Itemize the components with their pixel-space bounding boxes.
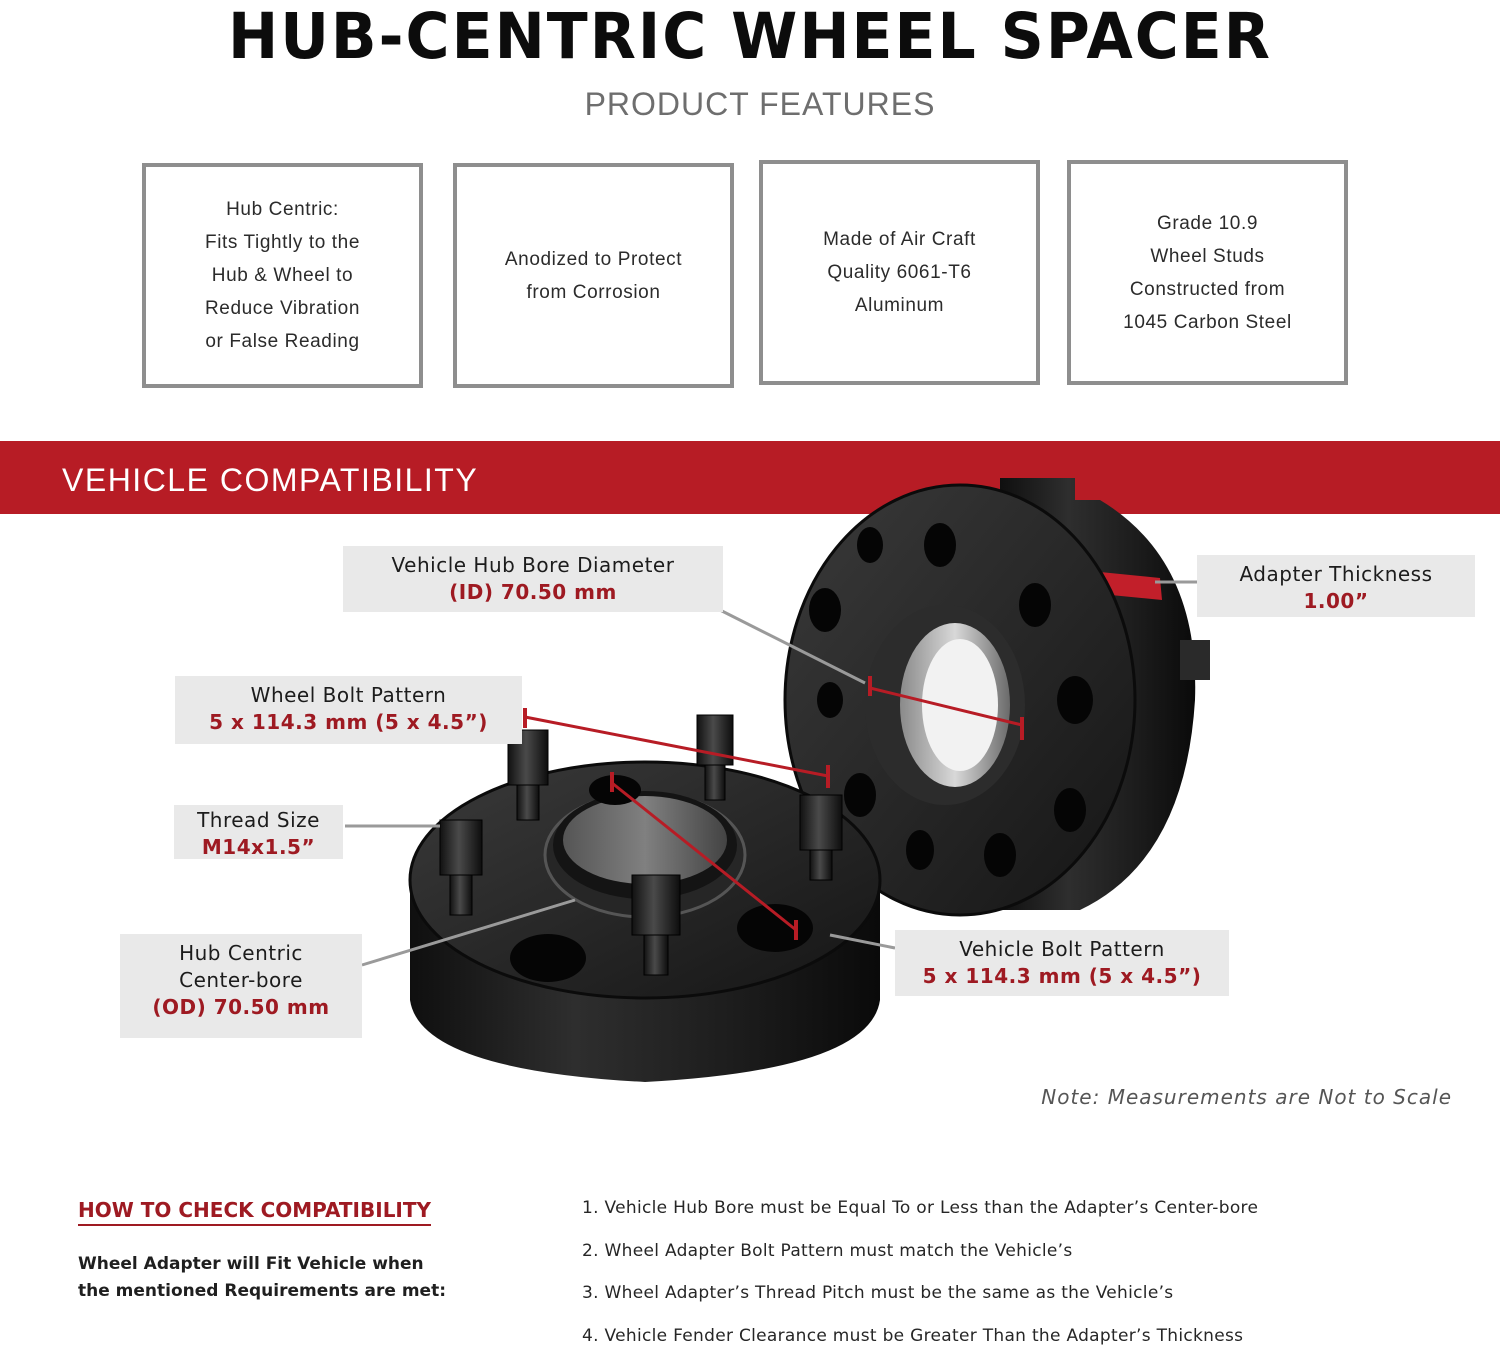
callout-center-bore <box>120 934 362 1038</box>
callout-wheel-bolt-value: 5 x 114.3 mm (5 x 4.5”) <box>209 710 488 734</box>
feature-box-anodized: Anodized to Protect from Corrosion <box>453 163 734 388</box>
callout-thread-size <box>174 805 343 859</box>
how-to-heading: HOW TO CHECK COMPATIBILITY <box>78 1198 431 1226</box>
callout-wheel-bolt-label: Wheel Bolt Pattern <box>250 683 447 707</box>
callout-center-bore-value: (OD) 70.50 mm <box>152 995 330 1019</box>
callout-vehicle-bolt-label: Vehicle Bolt Pattern <box>959 937 1165 961</box>
page-title: HUB-CENTRIC WHEEL SPACER <box>227 0 1272 74</box>
feature-box-hub-centric: Hub Centric: Fits Tightly to the Hub & Wheel to Reduce Vibration or False Reading <box>142 163 423 388</box>
feature-box-wheel-studs: Grade 10.9 Wheel Studs Constructed from 1045 Carbon Steel <box>1067 160 1348 385</box>
callout-wheel-bolt-pattern <box>175 676 522 744</box>
requirement-item: 4. Vehicle Fender Clearance must be Greater Than the Adapter’s Thickness <box>582 1325 1244 1346</box>
callout-center-bore-label1: Hub Centric <box>179 941 303 965</box>
requirements-list <box>582 1198 1482 1348</box>
feature-box-aluminum: Made of Air Craft Quality 6061-T6 Aluminum <box>759 160 1040 385</box>
requirement-item: 1. Vehicle Hub Bore must be Equal To or Less than the Adapter’s Center-bore <box>582 1198 1259 1218</box>
callout-vehicle-bolt-pattern <box>895 930 1229 996</box>
callout-hub-bore <box>343 546 723 612</box>
requirement-item: 2. Wheel Adapter Bolt Pattern must match the Vehicle’s <box>582 1240 1073 1261</box>
requirement-item: 3. Wheel Adapter’s Thread Pitch must be the same as the Vehicle’s <box>582 1283 1174 1303</box>
callout-thread-value: M14x1.5” <box>201 835 316 859</box>
callout-hub-bore-label: Vehicle Hub Bore Diameter <box>391 553 675 577</box>
banner-title: VEHICLE COMPATIBILITY <box>62 462 479 498</box>
callout-thickness-label: Adapter Thickness <box>1239 562 1433 586</box>
callout-thread-label: Thread Size <box>197 808 320 832</box>
callout-center-bore-label2: Center-bore <box>179 968 303 992</box>
how-to-subtext: Wheel Adapter will Fit Vehicle when the mentioned Requirements are met: <box>78 1254 446 1301</box>
scale-note: Note: Measurements are Not to Scale <box>1041 1085 1452 1109</box>
section-subtitle: PRODUCT FEATURES <box>584 86 936 122</box>
callout-thickness-value: 1.00” <box>1303 589 1369 613</box>
callout-thickness <box>1197 555 1475 617</box>
callout-vehicle-bolt-value: 5 x 114.3 mm (5 x 4.5”) <box>922 964 1202 988</box>
callout-hub-bore-value: (ID) 70.50 mm <box>449 580 617 604</box>
